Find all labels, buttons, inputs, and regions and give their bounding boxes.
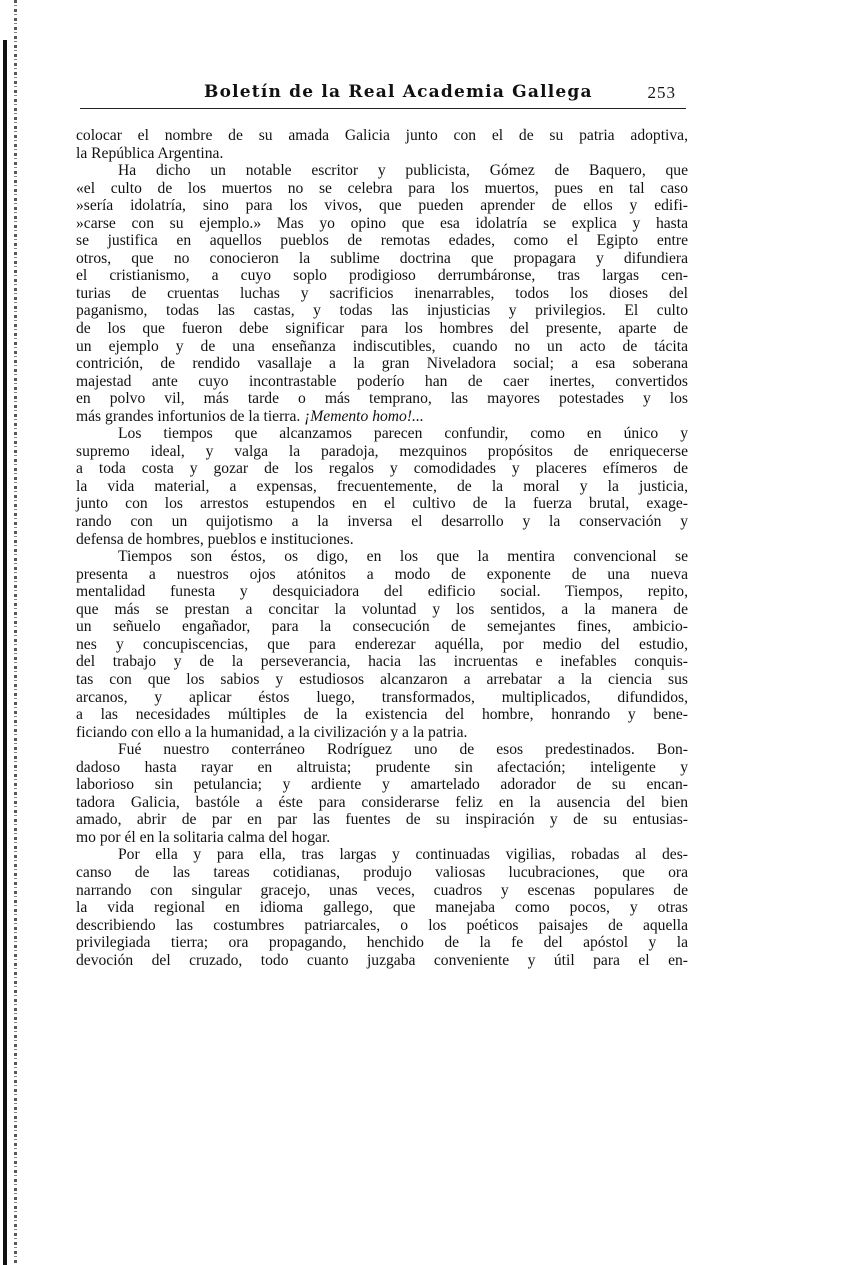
text-line xyxy=(76,425,688,443)
line-text: a toda costa y gozar de los regalos y comodidades y placeres efímeros de xyxy=(76,460,688,478)
text-line xyxy=(76,671,688,689)
line-text: paganismo, todas las castas, y todas las injusticias y privilegios. El culto xyxy=(76,302,688,320)
text-line xyxy=(76,478,688,496)
line-text: dadoso hasta rayar en altruista; prudente sin afectación; inteligente y xyxy=(76,758,688,776)
line-text: ficiando con ello a la humanidad, a la civilización y a la patria. xyxy=(76,723,468,741)
line-text: Los tiempos que alcanzamos parecen confundir, como en único y xyxy=(118,425,688,443)
line-text: colocar el nombre de su amada Galicia junto con el de su patria adoptiva, xyxy=(76,127,688,144)
text-line xyxy=(76,917,688,935)
text-line xyxy=(76,952,688,970)
text-line xyxy=(76,759,688,777)
line-text: amado, abrir de par en par las fuentes de su inspiración y de su entusias- xyxy=(76,811,688,829)
running-title: Boletín de la Real Academia Gallega xyxy=(204,82,593,102)
text-line xyxy=(76,408,688,426)
text-line xyxy=(76,285,688,303)
scanned-page-edge xyxy=(0,0,24,1265)
line-text: privilegiada tierra; ora propagando, henchido de la fe del apóstol y la xyxy=(76,934,688,952)
text-line xyxy=(76,864,688,882)
line-text: tadora Galicia, bastóle a éste para considerarse feliz en la ausencia del bien xyxy=(76,793,688,811)
line-text: rando con un quijotismo a la inversa el desarrollo y la conservación y xyxy=(76,513,688,531)
line-text: contrición, de rendido vasallaje a la gran Niveladora social; a esa soberana xyxy=(76,355,688,373)
line-text: Fué nuestro conterráneo Rodríguez uno de esos predestinados. Bon- xyxy=(118,741,688,759)
line-text: defensa de hombres, pueblos e instituciones. xyxy=(76,530,354,548)
text-line xyxy=(76,829,688,847)
page-header xyxy=(80,80,686,109)
text-line xyxy=(76,794,688,812)
line-text: Ha dicho un notable escritor y publicista, Gómez de Baquero, que xyxy=(118,162,688,180)
text-line xyxy=(76,145,688,163)
line-text: se justifica en aquellos pueblos de remotas edades, como el Egipto entre xyxy=(76,232,688,250)
line-text: «el culto de los muertos no se celebra para los muertos, pues en tal caso xyxy=(76,179,688,197)
line-text: »carse con su ejemplo.» Mas yo opino que esa idolatría se explica y hasta xyxy=(76,214,688,232)
line-text: la República Argentina. xyxy=(76,144,224,162)
line-text: canso de las tareas cotidianas, produjo valiosas lucubraciones, que ora xyxy=(76,863,688,881)
text-line xyxy=(76,601,688,619)
text-line xyxy=(76,513,688,531)
body-text xyxy=(76,127,688,969)
line-text: »sería idolatría, sino para los vivos, que pueden aprender de ellos y edifi- xyxy=(76,197,688,215)
text-line xyxy=(76,583,688,601)
line-text: Por ella y para ella, tras largas y continuadas vigilias, robadas al des- xyxy=(118,846,688,864)
text-line xyxy=(76,689,688,707)
line-text: devoción del cruzado, todo cuanto juzgaba conveniente y útil para el en- xyxy=(76,951,688,969)
text-line xyxy=(76,460,688,478)
text-line xyxy=(76,162,688,180)
text-line xyxy=(76,127,688,145)
text-line xyxy=(76,618,688,636)
text-line xyxy=(76,724,688,742)
line-text: más grandes infortunios de la tierra. xyxy=(76,407,301,425)
line-text: otros, que no conocieron la sublime doctrina que propagara y difundiera xyxy=(76,249,688,267)
line-text: describiendo las costumbres patriarcales, o los poéticos paisajes de aquella xyxy=(76,916,688,934)
text-line xyxy=(76,197,688,215)
text-line xyxy=(76,882,688,900)
text-line xyxy=(76,320,688,338)
line-text: narrando con singular gracejo, unas veces, cuadros y escenas populares de xyxy=(76,881,688,899)
text-line xyxy=(76,232,688,250)
text-line xyxy=(76,390,688,408)
line-text: un señuelo engañador, para la consecución de semejantes fines, ambicio- xyxy=(76,618,688,636)
line-text: de los que fueron debe significar para los hombres del presente, aparte de xyxy=(76,320,688,338)
line-text: que más se prestan a concitar la voluntad y los sentidos, a la manera de xyxy=(76,600,688,618)
line-text: majestad ante cuyo incontrastable poderío han de caer inertes, convertidos xyxy=(76,372,688,390)
line-text: en polvo vil, más tarde o más temprano, las mayores potestades y los xyxy=(76,390,688,408)
line-text: mo por él en la solitaria calma del hogar. xyxy=(76,828,331,846)
text-line xyxy=(76,373,688,391)
text-line xyxy=(76,741,688,759)
line-text: arcanos, y aplicar éstos luego, transformados, multiplicados, difundidos, xyxy=(76,688,688,706)
line-text: el cristianismo, a cuyo soplo prodigioso derrumbáronse, tras largas cen- xyxy=(76,267,688,285)
line-text: turias de cruentas luchas y sacrificios inenarrables, todos los dioses del xyxy=(76,284,688,302)
text-line xyxy=(76,846,688,864)
text-line xyxy=(76,338,688,356)
text-line xyxy=(76,566,688,584)
line-text: nes y concupiscencias, que para enderezar aquélla, por medio del estudio, xyxy=(76,635,688,653)
text-line xyxy=(76,636,688,654)
line-text: tas con que los sabios y estudiosos alcanzaron a arrebatar a la ciencia sus xyxy=(76,670,688,688)
italic-phrase: ¡Memento homo!... xyxy=(304,407,424,425)
binding-shadow xyxy=(3,40,7,1265)
line-text: laborioso sin petulancia; y ardiente y amartelado adorador de su encan- xyxy=(76,776,688,794)
text-line xyxy=(76,776,688,794)
text-line xyxy=(76,443,688,461)
line-text: un ejemplo y de una enseñanza indiscutibles, cuando no un acto de tácita xyxy=(76,337,688,355)
line-text: la vida regional en idioma gallego, que manejaba como pocos, y otras xyxy=(76,899,688,917)
text-line xyxy=(76,934,688,952)
text-line xyxy=(76,302,688,320)
line-text: presenta a nuestros ojos atónitos a modo de exponente de una nueva xyxy=(76,565,688,583)
text-line xyxy=(76,215,688,233)
line-text: a las necesidades múltiples de la existencia del hombre, honrando y bene- xyxy=(76,706,688,724)
text-line xyxy=(76,811,688,829)
text-line xyxy=(76,355,688,373)
text-line xyxy=(76,548,688,566)
text-line xyxy=(76,495,688,513)
line-text: del trabajo y de la perseverancia, hacia las incruentas e inefables conquis- xyxy=(76,653,688,671)
binding-noise xyxy=(14,0,17,1265)
line-text: junto con los arrestos estupendos en el cultivo de la fuerza brutal, exage- xyxy=(76,495,688,513)
line-text: supremo ideal, y valga la paradoja, mezquinos propósitos de enriquecerse xyxy=(76,442,688,460)
text-line xyxy=(76,180,688,198)
text-line xyxy=(76,653,688,671)
text-line xyxy=(76,531,688,549)
line-text: mentalidad funesta y desquiciadora del edificio social. Tiempos, repito, xyxy=(76,583,688,601)
text-line xyxy=(76,267,688,285)
line-text: Tiempos son éstos, os digo, en los que la mentira convencional se xyxy=(118,548,688,566)
text-line xyxy=(76,706,688,724)
line-text: la vida material, a expensas, frecuentemente, de la moral y la justicia, xyxy=(76,477,688,495)
text-line xyxy=(76,899,688,917)
text-line xyxy=(76,250,688,268)
page-number: 253 xyxy=(647,83,676,102)
